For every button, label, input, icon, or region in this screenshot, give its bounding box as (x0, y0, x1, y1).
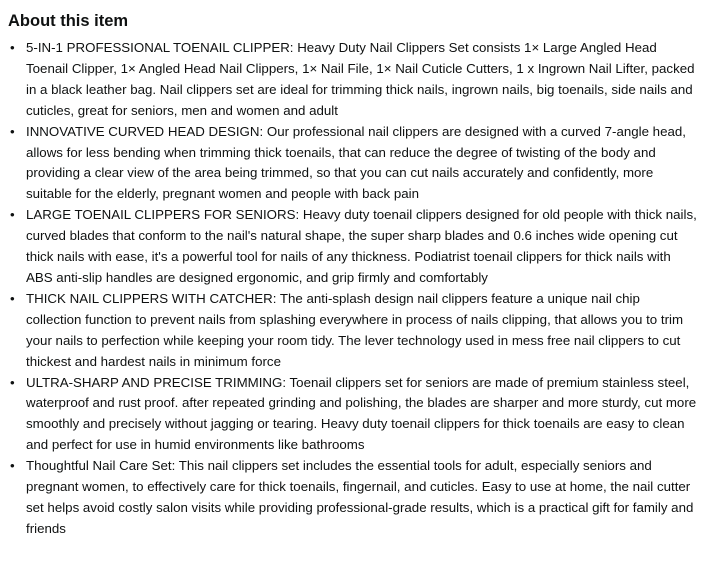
bullet-icon: • (10, 374, 15, 390)
feature-bullet-list (8, 38, 697, 540)
feature-bullet-text: LARGE TOENAIL CLIPPERS FOR SENIORS: Heavy duty toenail clippers designed for old people with thick nails, curved blades that conform to the nail's natural shape, the super sharp blades and 0.6 inches wide opening cut thick nails with ease, it's a powerful tool for nails of any thickness. Podiatrist toenail clippers for thick nails with ABS anti-slip handles are designed ergonomic, and grip firmly and comfortably (26, 207, 697, 285)
feature-bullet-item (8, 456, 697, 540)
feature-bullet-text: 5-IN-1 PROFESSIONAL TOENAIL CLIPPER: Heavy Duty Nail Clippers Set consists 1× Large Angled Head Toenail Clipper, 1× Angled Head Nail Clippers, 1× Nail File, 1× Nail Cuticle Cutters, 1 x Ingrown Nail Lifter, packed in a black leather bag. Nail clippers set are ideal for trimming thick nails, ingrown nails, big toenails, side nails and cuticles, great for seniors, men and women and adult (26, 40, 695, 118)
feature-bullet-item (8, 289, 697, 373)
feature-bullet-text: INNOVATIVE CURVED HEAD DESIGN: Our professional nail clippers are designed with a curved 7-angle head, allows for less bending when trimming thick toenails, that can reduce the degree of twisting of the body and providing a clear view of the area being trimmed, so that you can cut nails accurately and confidently, more suitable for the elderly, pregnant women and people with back pain (26, 123, 686, 202)
section-title: About this item (8, 12, 129, 30)
bullet-icon: • (10, 207, 15, 223)
bullet-icon: • (10, 290, 15, 306)
feature-bullet-item (8, 373, 697, 457)
feature-bullet-text: ULTRA-SHARP AND PRECISE TRIMMING: Toenail clippers set for seniors are made of premium stainless steel, waterproof and rust proof. after repeated grinding and polishing, the blades are sharper and more sturdy, cut more smoothly and precisely without jagging or tearing. Heavy duty toenail clippers for thick toenails are easy to clean and perfect for use in humid environments like bathrooms (26, 374, 697, 453)
feature-bullet-item (8, 38, 697, 122)
feature-bullet-text: THICK NAIL CLIPPERS WITH CATCHER: The anti-splash design nail clippers feature a unique nail chip collection function to prevent nails from splashing everywhere in process of nails clipping, that allows you to trim your nails to perfection while keeping your room tidy. The lever technology used in mess free nail clippers to cut thickest and hardest nails in minimum force (26, 290, 684, 369)
feature-bullet-item (8, 205, 697, 289)
bullet-icon: • (10, 40, 15, 55)
bullet-icon: • (10, 123, 15, 139)
feature-bullet-item (8, 122, 697, 206)
bullet-icon: • (10, 458, 15, 474)
feature-bullet-text: Thoughtful Nail Care Set: This nail clippers set includes the essential tools for adult, especially seniors and pregnant women, to effectively care for thick toenails, fingernail, and cuticles. Easy to use at home, the nail cutter set helps avoid costly salon visits while providing professional-grade results, which is a practical gift for family and friends (26, 458, 694, 536)
